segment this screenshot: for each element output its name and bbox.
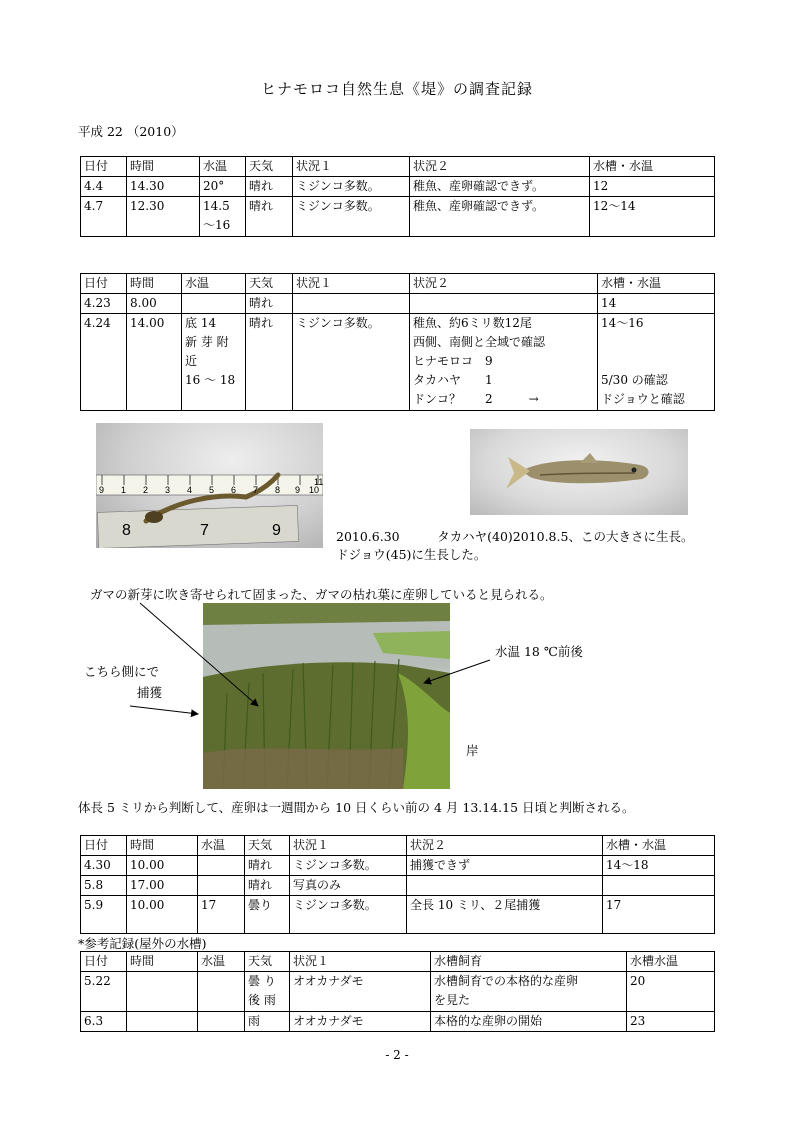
table-cell: オオカナダモ bbox=[290, 972, 431, 1012]
table-cell bbox=[407, 876, 603, 896]
header-cell: 状況２ bbox=[410, 157, 590, 177]
header-cell: 日付 bbox=[81, 836, 127, 856]
photo-caption-line-2: ドジョウ(45)に生長した。 bbox=[336, 547, 487, 562]
table-cell: 4.24 bbox=[81, 314, 127, 411]
table-cell: 10.00 bbox=[127, 856, 198, 876]
table-cell: 4.7 bbox=[81, 197, 127, 237]
ruler-label: 6 bbox=[231, 485, 237, 495]
table-cell bbox=[198, 972, 245, 1012]
table-cell: 水槽飼育での本格的な産卵 を見た bbox=[431, 972, 627, 1012]
header-cell: 状況１ bbox=[293, 157, 410, 177]
ruler-label: 9 bbox=[295, 485, 301, 495]
table-cell: 20° bbox=[200, 177, 246, 197]
header-cell: 天気 bbox=[245, 952, 290, 972]
ruler-label: 4 bbox=[187, 485, 193, 495]
header-cell: 日付 bbox=[81, 157, 127, 177]
reference-label: *参考記録(屋外の水槽) bbox=[78, 936, 207, 951]
ruler-label: 7 bbox=[200, 522, 209, 539]
table-row bbox=[81, 876, 715, 896]
ruler-label: 2 bbox=[143, 485, 149, 495]
table-cell: 捕獲できず bbox=[407, 856, 603, 876]
pointer-line bbox=[130, 706, 198, 714]
header-cell: 水温 bbox=[182, 274, 246, 294]
table-cell: オオカナダモ bbox=[290, 1012, 431, 1032]
table-cell: 12～14 bbox=[590, 197, 715, 237]
table-cell: ミジンコ多数。 bbox=[293, 177, 410, 197]
table-cell: 底 14 新 芽 附 近 16 ～ 18 bbox=[182, 314, 246, 411]
table-cell: 23 bbox=[627, 1012, 715, 1032]
table-cell: 全長 10 ミリ、２尾捕獲 bbox=[407, 896, 603, 934]
table-cell bbox=[198, 1012, 245, 1032]
table-cell: 晴れ bbox=[246, 294, 293, 314]
header-cell: 水槽・水温 bbox=[598, 274, 715, 294]
table-cell: ミジンコ多数。 bbox=[293, 197, 410, 237]
annotation-top: ガマの新芽に吹き寄せられて固まった、ガマの枯れ葉に産卵していると見られる。 bbox=[90, 587, 553, 602]
annotation-water-temp: 水温 18 ℃前後 bbox=[495, 644, 583, 659]
table-cell: 14 bbox=[598, 294, 715, 314]
table-cell: 晴れ bbox=[245, 876, 290, 896]
header-cell: 状況１ bbox=[293, 274, 410, 294]
annotation-left-line-2: 捕獲 bbox=[137, 685, 163, 700]
spawning-judgement: 体長 5 ミリから判断して、産卵は一週間から 10 日くらい前の 4 月 13.14.15 日頃と判断される。 bbox=[78, 800, 635, 815]
table-cell: 晴れ bbox=[246, 177, 293, 197]
header-cell: 時間 bbox=[127, 836, 198, 856]
table-cell: 稚魚、産卵確認できず。 bbox=[410, 197, 590, 237]
header-cell: 時間 bbox=[127, 157, 200, 177]
table-cell: 14.00 bbox=[127, 314, 182, 411]
header-cell: 日付 bbox=[81, 952, 127, 972]
table-cell: 曇 り 後 雨 bbox=[245, 972, 290, 1012]
reference-table bbox=[80, 951, 715, 1032]
ruler-label: 1 bbox=[121, 485, 127, 495]
table-cell: 5.9 bbox=[81, 896, 127, 934]
table-cell: 雨 bbox=[245, 1012, 290, 1032]
header-cell: 天気 bbox=[246, 274, 293, 294]
table-cell: 14～16 5/30 の確認 ドジョウと確認 bbox=[598, 314, 715, 411]
ruler-label: 5 bbox=[209, 485, 215, 495]
header-cell: 水温 bbox=[198, 952, 245, 972]
table-row bbox=[81, 856, 715, 876]
page-title: ヒナモロコ自然生息《堤》の調査記録 bbox=[260, 80, 533, 98]
pointer-line bbox=[140, 603, 258, 706]
table-cell: 5.8 bbox=[81, 876, 127, 896]
table-row bbox=[81, 1012, 715, 1032]
table-header-row bbox=[81, 836, 715, 856]
ruler-label: 11 bbox=[314, 477, 323, 487]
table-cell bbox=[198, 876, 245, 896]
ruler-label: 8 bbox=[275, 485, 281, 495]
header-cell: 水槽・水温 bbox=[590, 157, 715, 177]
table-cell bbox=[127, 972, 198, 1012]
table-cell: 14～18 bbox=[603, 856, 715, 876]
photo-caption-line-1: 2010.6.30 タカハヤ(40)2010.8.5、この大きさに生長。 bbox=[336, 529, 694, 544]
table-cell: 晴れ bbox=[246, 197, 293, 237]
table-cell: 4.4 bbox=[81, 177, 127, 197]
table-cell: 17.00 bbox=[127, 876, 198, 896]
table-cell: ミジンコ多数。 bbox=[290, 896, 407, 934]
table-header-row bbox=[81, 952, 715, 972]
page-number: - 2 - bbox=[385, 1048, 409, 1062]
table-cell bbox=[198, 856, 245, 876]
year-heading: 平成 22 （2010） bbox=[78, 124, 184, 139]
annotation-shore: 岸 bbox=[466, 743, 479, 758]
header-cell: 水槽・水温 bbox=[603, 836, 715, 856]
table-cell: 8.00 bbox=[127, 294, 182, 314]
ruler-label: 9 bbox=[272, 522, 281, 539]
header-cell: 時間 bbox=[127, 274, 182, 294]
table-cell: 4.23 bbox=[81, 294, 127, 314]
annotation-left-line-1: こちら側にで bbox=[84, 664, 160, 679]
header-cell: 水槽水温 bbox=[627, 952, 715, 972]
table-cell bbox=[127, 1012, 198, 1032]
header-cell: 水槽飼育 bbox=[431, 952, 627, 972]
table-cell: 5.22 bbox=[81, 972, 127, 1012]
table-cell: 14.30 bbox=[127, 177, 200, 197]
table-cell: 6.3 bbox=[81, 1012, 127, 1032]
table-cell: 14.5 ～16 bbox=[200, 197, 246, 237]
table-cell: 曇り bbox=[245, 896, 290, 934]
table-cell: 晴れ bbox=[246, 314, 293, 411]
ruler-label: 7 bbox=[253, 485, 259, 495]
table-cell bbox=[603, 876, 715, 896]
header-cell: 日付 bbox=[81, 274, 127, 294]
table-cell: ミジンコ多数。 bbox=[293, 314, 410, 411]
table-cell: 12 bbox=[590, 177, 715, 197]
survey-table-3 bbox=[80, 835, 715, 934]
table-cell: 稚魚、約6ミリ数12尾 西側、南側と全域で確認 ヒナモロコ 9 タカハヤ 1 ドンコ？ 2 → bbox=[410, 314, 598, 411]
table-cell: 晴れ bbox=[245, 856, 290, 876]
pointer-line bbox=[424, 660, 490, 683]
table-cell: 17 bbox=[603, 896, 715, 934]
table-cell: ミジンコ多数。 bbox=[290, 856, 407, 876]
table-cell: 4.30 bbox=[81, 856, 127, 876]
header-cell: 状況２ bbox=[410, 274, 598, 294]
table-cell: 本格的な産卵の開始 bbox=[431, 1012, 627, 1032]
table-row bbox=[81, 896, 715, 934]
table-cell: 10.00 bbox=[127, 896, 198, 934]
table-cell: 12.30 bbox=[127, 197, 200, 237]
ruler-label: 9 bbox=[99, 485, 105, 495]
ruler-label: 8 bbox=[122, 522, 131, 539]
table-cell: 17 bbox=[198, 896, 245, 934]
header-cell: 状況２ bbox=[407, 836, 603, 856]
table-row bbox=[81, 972, 715, 1012]
header-cell: 水温 bbox=[198, 836, 245, 856]
header-cell: 状況１ bbox=[290, 836, 407, 856]
ruler-label: 3 bbox=[165, 485, 171, 495]
header-cell: 天気 bbox=[246, 157, 293, 177]
header-cell: 状況１ bbox=[290, 952, 431, 972]
header-cell: 水温 bbox=[200, 157, 246, 177]
ruler-label: 10 bbox=[309, 485, 320, 495]
header-cell: 天気 bbox=[245, 836, 290, 856]
table-cell: 写真のみ bbox=[290, 876, 407, 896]
table-cell: 20 bbox=[627, 972, 715, 1012]
header-cell: 時間 bbox=[127, 952, 198, 972]
table-cell: 稚魚、産卵確認できず。 bbox=[410, 177, 590, 197]
